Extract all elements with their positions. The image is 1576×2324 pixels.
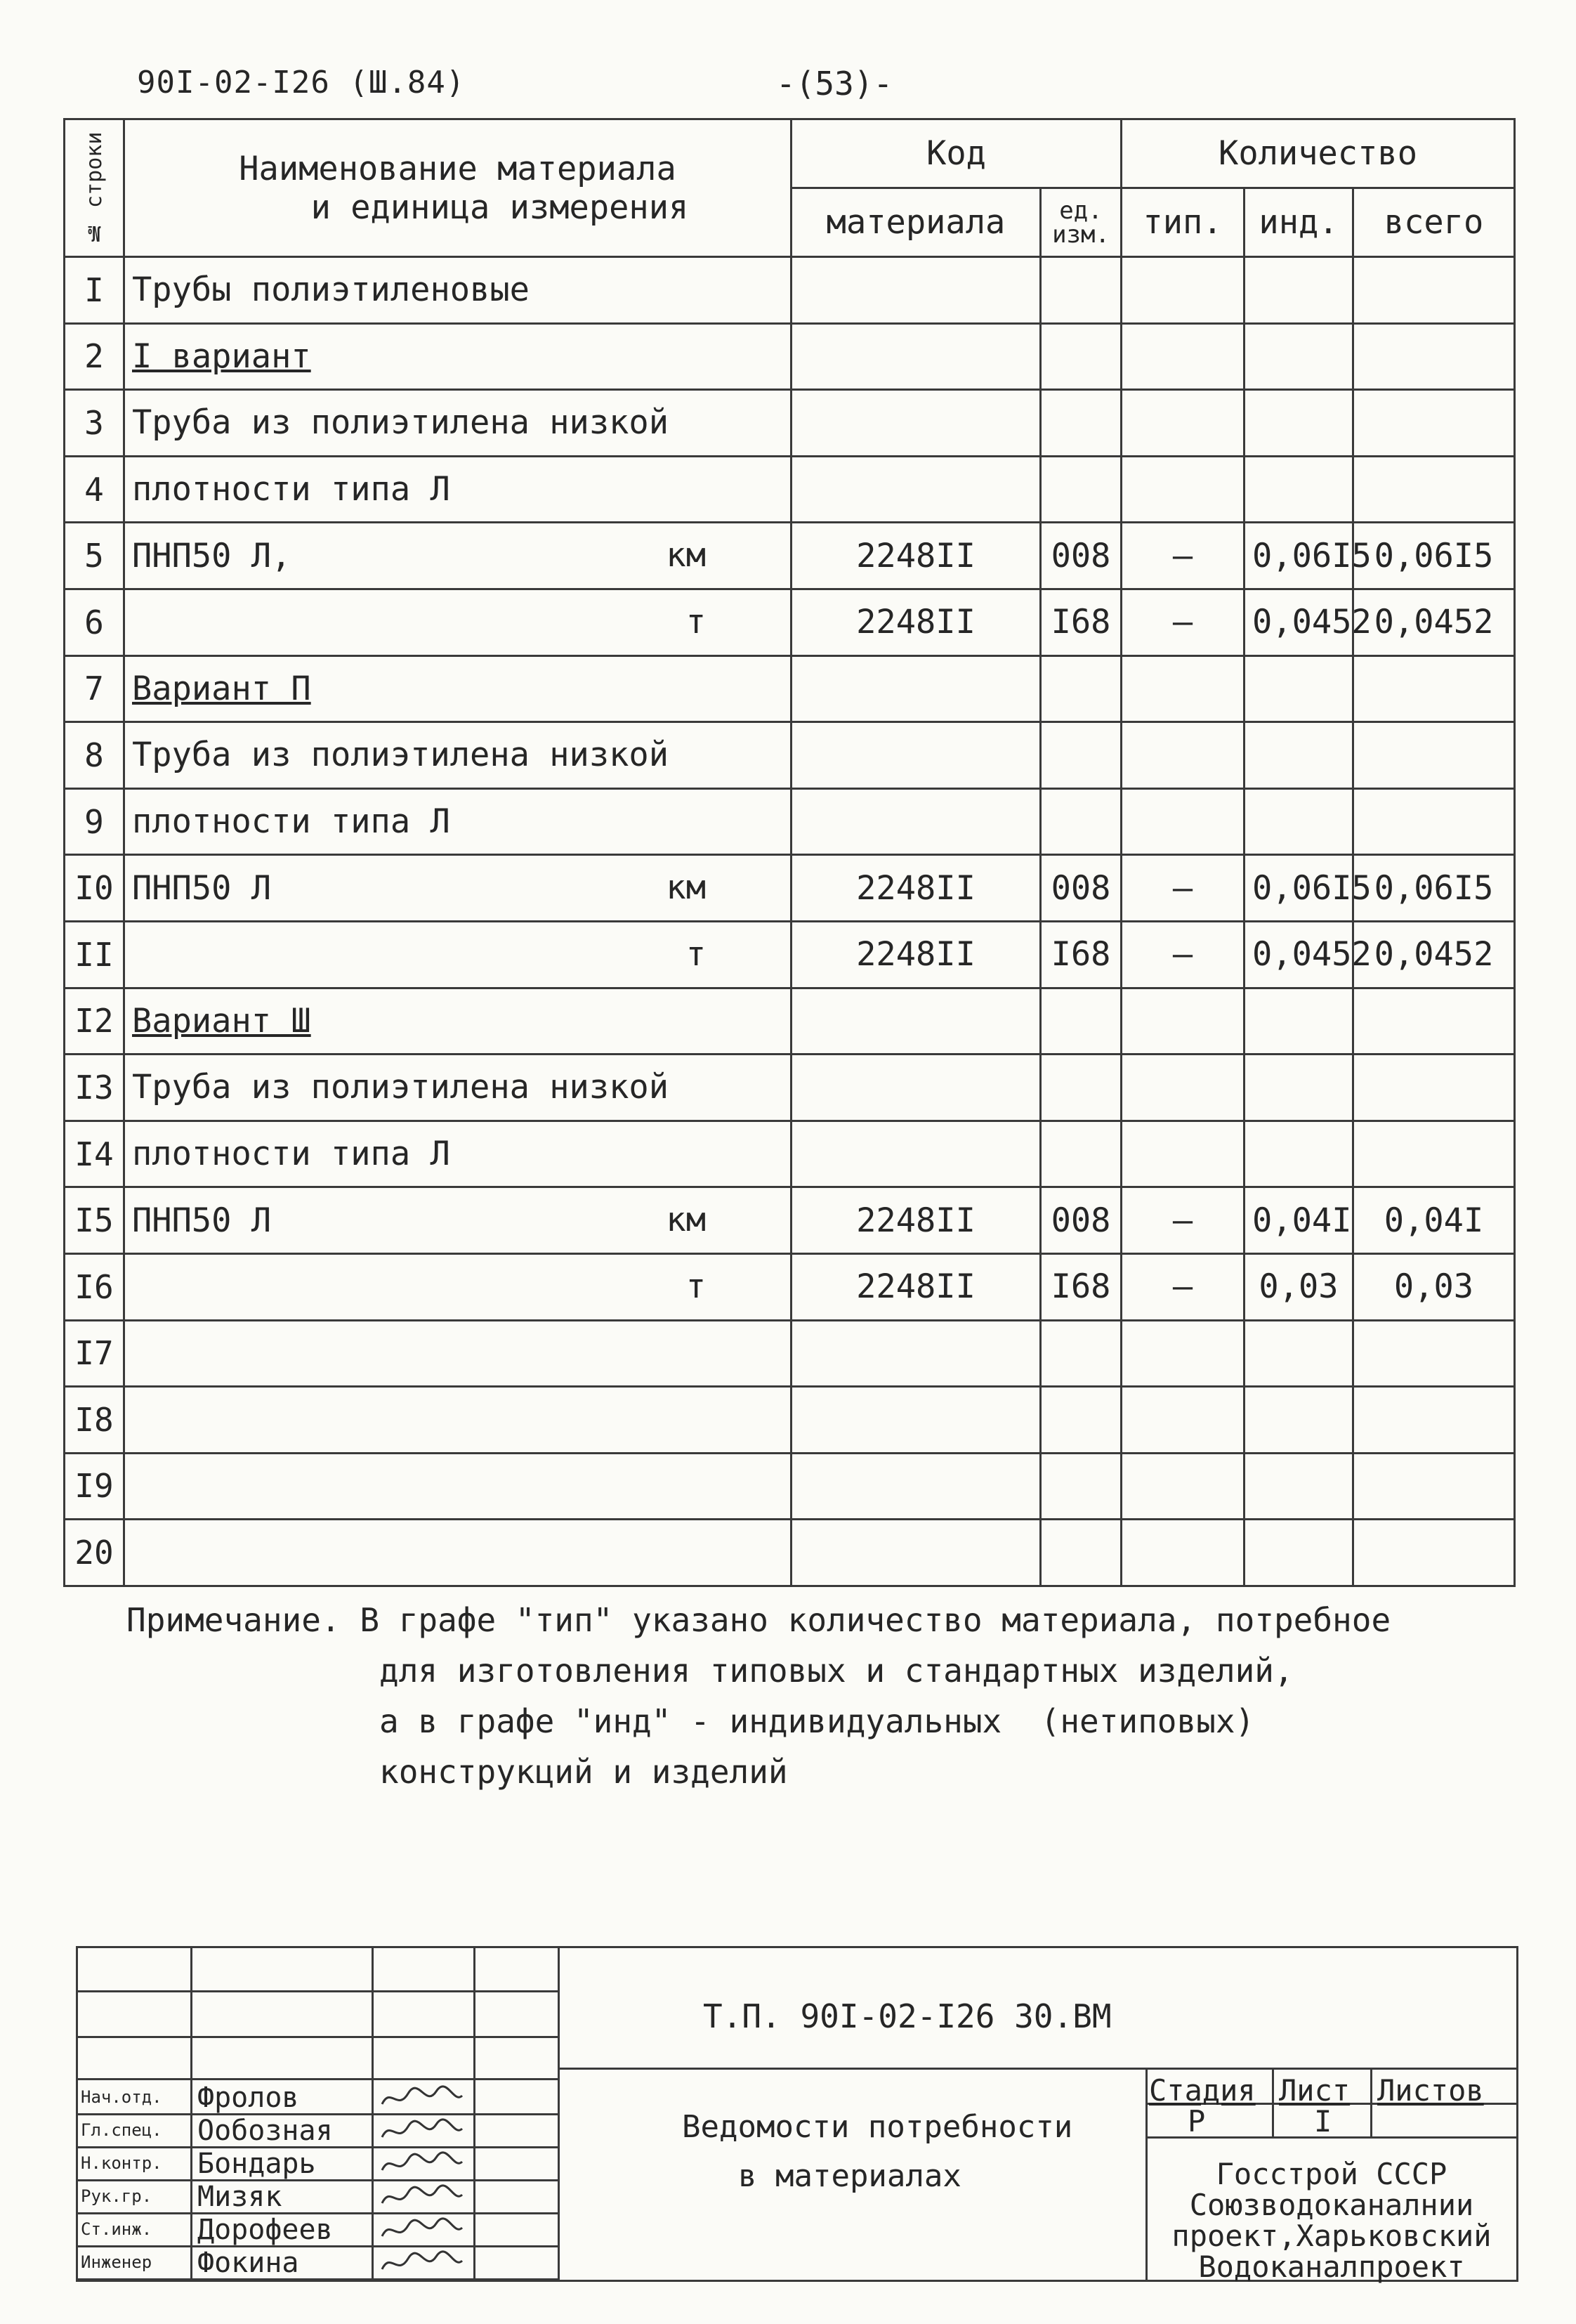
- row-unit: т: [685, 934, 706, 974]
- ind-qty: 0,0452: [1245, 589, 1353, 655]
- table-row: [65, 1187, 1515, 1254]
- signer-name: Дорофеев: [197, 2214, 333, 2246]
- material-code: [792, 1121, 1041, 1187]
- total-qty: [1353, 655, 1515, 722]
- material-code: 2248II: [792, 1253, 1041, 1320]
- unit-code: [1041, 1055, 1122, 1121]
- row-description: Трубы полиэтиленовые: [124, 257, 792, 324]
- row-number: I0: [65, 855, 124, 922]
- signature: [376, 2182, 468, 2212]
- unit-code: [1041, 456, 1122, 523]
- row-unit: т: [685, 602, 706, 641]
- material-code: [792, 257, 1041, 324]
- unit-code: [1041, 390, 1122, 457]
- signer-role: Гл.спец.: [81, 2120, 162, 2140]
- row-number: 4: [65, 456, 124, 523]
- row-number: 7: [65, 655, 124, 722]
- total-qty: [1353, 788, 1515, 855]
- table-row: [65, 257, 1515, 324]
- total-qty: [1353, 257, 1515, 324]
- material-code: [792, 1453, 1041, 1520]
- unit-code: 008: [1041, 855, 1122, 922]
- signer-role: Инженер: [81, 2252, 152, 2272]
- table-row: [65, 855, 1515, 922]
- row-description: [124, 1253, 792, 1320]
- row-description: плотности типа Л: [124, 788, 792, 855]
- row-number: I4: [65, 1121, 124, 1187]
- row-number: I: [65, 257, 124, 324]
- ind-qty: [1245, 1520, 1353, 1586]
- organization: Госстрой СССР Союзводоканалнии проект,Харьковский Водоканалпроект: [1171, 2157, 1492, 2284]
- row-description: плотности типа Л: [124, 1121, 792, 1187]
- tip-qty: –: [1122, 1253, 1245, 1320]
- table-row: [65, 1387, 1515, 1454]
- unit-code: [1041, 257, 1122, 324]
- row-unit: т: [685, 1267, 706, 1306]
- ind-qty: 0,0452: [1245, 921, 1353, 988]
- document-code-header: 90I-02-I26 (Ш.84): [137, 65, 466, 100]
- signature: [376, 2083, 468, 2113]
- table-row: [65, 1520, 1515, 1586]
- document-title: Ведомости потребности в материалах: [682, 2109, 1073, 2194]
- total-qty: [1353, 1453, 1515, 1520]
- signer-role: Н.контр.: [81, 2153, 162, 2173]
- tip-qty: –: [1122, 855, 1245, 922]
- material-code: 2248II: [792, 921, 1041, 988]
- material-code: [792, 1520, 1041, 1586]
- material-code: [792, 323, 1041, 390]
- tip-qty: –: [1122, 589, 1245, 655]
- row-description: I вариант: [124, 323, 792, 390]
- table-row: [65, 788, 1515, 855]
- table-row: [65, 722, 1515, 789]
- total-qty: 0,06I5: [1353, 523, 1515, 589]
- tip-qty: [1122, 1121, 1245, 1187]
- ind-subheader: инд.: [1245, 188, 1353, 257]
- quantity-header: Количество: [1122, 119, 1515, 188]
- unit-code: [1041, 323, 1122, 390]
- total-qty: 0,0452: [1353, 921, 1515, 988]
- row-number: I2: [65, 988, 124, 1055]
- row-number: I8: [65, 1387, 124, 1454]
- unit-code: 008: [1041, 523, 1122, 589]
- ind-qty: [1245, 722, 1353, 789]
- note-line-4: конструкций и изделий: [379, 1753, 788, 1791]
- row-description: [124, 1453, 792, 1520]
- total-qty: [1353, 722, 1515, 789]
- signer-name: Фролов: [197, 2082, 299, 2114]
- ind-qty: [1245, 1453, 1353, 1520]
- table-row: [65, 655, 1515, 722]
- ind-qty: [1245, 788, 1353, 855]
- sheets-header: Листов: [1377, 2073, 1484, 2108]
- row-description: ПНП50 Л км: [124, 1187, 792, 1254]
- row-description: Вариант Ш: [124, 988, 792, 1055]
- table-row: [65, 1453, 1515, 1520]
- ind-qty: 0,06I5: [1245, 855, 1353, 922]
- code-header: Код: [792, 119, 1122, 188]
- row-description: [124, 1520, 792, 1586]
- tip-qty: [1122, 1453, 1245, 1520]
- signature: [376, 2116, 468, 2146]
- tip-qty: [1122, 655, 1245, 722]
- row-description: Труба из полиэтилена низкой: [124, 722, 792, 789]
- ind-qty: [1245, 323, 1353, 390]
- material-code: 2248II: [792, 855, 1041, 922]
- row-number: I5: [65, 1187, 124, 1254]
- unit-code: [1041, 788, 1122, 855]
- row-description: плотности типа Л: [124, 456, 792, 523]
- title-block: [76, 1946, 1518, 2282]
- row-number: I6: [65, 1253, 124, 1320]
- total-qty: [1353, 456, 1515, 523]
- row-number: I9: [65, 1453, 124, 1520]
- ind-qty: [1245, 390, 1353, 457]
- row-unit: км: [666, 536, 706, 575]
- row-unit: км: [666, 1201, 706, 1240]
- signer-role: Ст.инж.: [81, 2219, 152, 2239]
- note-line-1: В графе "тип" указано количество материала, потребное: [360, 1601, 1391, 1639]
- row-number-header: № строки: [65, 119, 124, 257]
- signer-name: Бондарь: [197, 2148, 316, 2180]
- row-description: Труба из полиэтилена низкой: [124, 1055, 792, 1121]
- material-code-subheader: материала: [792, 188, 1041, 257]
- row-number: I3: [65, 1055, 124, 1121]
- tip-qty: [1122, 788, 1245, 855]
- row-description: Вариант П: [124, 655, 792, 722]
- row-number: 3: [65, 390, 124, 457]
- signer-role: Нач.отд.: [81, 2087, 162, 2107]
- row-description: ПНП50 Л км: [124, 855, 792, 922]
- row-description: [124, 1320, 792, 1387]
- table-row: [65, 1320, 1515, 1387]
- tip-qty: –: [1122, 921, 1245, 988]
- signature: [376, 2149, 468, 2179]
- total-qty: 0,03: [1353, 1253, 1515, 1320]
- tip-qty: [1122, 456, 1245, 523]
- table-row: [65, 589, 1515, 655]
- tip-qty: [1122, 1520, 1245, 1586]
- material-code: [792, 456, 1041, 523]
- table-row: [65, 323, 1515, 390]
- row-number: II: [65, 921, 124, 988]
- material-code: [792, 390, 1041, 457]
- row-number: 6: [65, 589, 124, 655]
- ind-qty: [1245, 988, 1353, 1055]
- row-number: 8: [65, 722, 124, 789]
- row-description: [124, 1387, 792, 1454]
- tip-qty: –: [1122, 1187, 1245, 1254]
- tip-qty: [1122, 323, 1245, 390]
- total-qty: [1353, 1055, 1515, 1121]
- unit-code: [1041, 1520, 1122, 1586]
- signature: [376, 2215, 468, 2245]
- row-number: 20: [65, 1520, 124, 1586]
- table-row: [65, 390, 1515, 457]
- table-row: [65, 1121, 1515, 1187]
- signature: [376, 2248, 468, 2278]
- row-number: I7: [65, 1320, 124, 1387]
- material-code: [792, 988, 1041, 1055]
- ind-qty: [1245, 257, 1353, 324]
- total-qty: [1353, 1320, 1515, 1387]
- materials-table: [63, 118, 1516, 1587]
- material-code: 2248II: [792, 589, 1041, 655]
- stage-value: Р: [1188, 2104, 1206, 2139]
- material-code: 2248II: [792, 1187, 1041, 1254]
- row-number: 9: [65, 788, 124, 855]
- row-description: [124, 589, 792, 655]
- row-unit: км: [666, 868, 706, 908]
- total-subheader: всего: [1353, 188, 1515, 257]
- tip-subheader: тип.: [1122, 188, 1245, 257]
- tip-qty: [1122, 1320, 1245, 1387]
- unit-code: [1041, 1320, 1122, 1387]
- note-line-2: для изготовления типовых и стандартных изделий,: [379, 1652, 1294, 1690]
- row-description: [124, 921, 792, 988]
- unit-code: I68: [1041, 589, 1122, 655]
- table-row: [65, 523, 1515, 589]
- page-number: -(53)-: [776, 65, 893, 103]
- material-code: [792, 1387, 1041, 1454]
- row-description: ПНП50 Л, км: [124, 523, 792, 589]
- unit-code-subheader: ед. изм.: [1041, 188, 1122, 257]
- unit-code: I68: [1041, 1253, 1122, 1320]
- signer-role: Рук.гр.: [81, 2186, 152, 2206]
- material-code: [792, 722, 1041, 789]
- total-qty: 0,04I: [1353, 1187, 1515, 1254]
- tip-qty: –: [1122, 523, 1245, 589]
- signer-name: Фокина: [197, 2247, 299, 2279]
- row-number: 5: [65, 523, 124, 589]
- total-qty: [1353, 1387, 1515, 1454]
- total-qty: [1353, 988, 1515, 1055]
- ind-qty: [1245, 1320, 1353, 1387]
- ind-qty: [1245, 1387, 1353, 1454]
- unit-code: [1041, 655, 1122, 722]
- material-code: 2248II: [792, 523, 1041, 589]
- total-qty: [1353, 323, 1515, 390]
- tip-qty: [1122, 257, 1245, 324]
- ind-qty: [1245, 456, 1353, 523]
- sheet-header: Лист: [1279, 2073, 1351, 2108]
- material-code: [792, 655, 1041, 722]
- doc-code: Т.П. 90I-02-I26 30.ВМ: [703, 1997, 1112, 2035]
- unit-code: 008: [1041, 1187, 1122, 1254]
- total-qty: [1353, 390, 1515, 457]
- name-header: Наименование материала и единица измерения: [124, 119, 792, 257]
- unit-code: I68: [1041, 921, 1122, 988]
- table-row: [65, 921, 1515, 988]
- note-label: Примечание.: [126, 1601, 341, 1639]
- total-qty: [1353, 1121, 1515, 1187]
- note: [126, 1595, 1391, 1797]
- tip-qty: [1122, 988, 1245, 1055]
- ind-qty: [1245, 655, 1353, 722]
- unit-code: [1041, 1453, 1122, 1520]
- ind-qty: [1245, 1121, 1353, 1187]
- ind-qty: [1245, 1055, 1353, 1121]
- tip-qty: [1122, 1055, 1245, 1121]
- material-code: [792, 1055, 1041, 1121]
- table-row: [65, 1253, 1515, 1320]
- unit-code: [1041, 722, 1122, 789]
- row-description: Труба из полиэтилена низкой: [124, 390, 792, 457]
- row-number: 2: [65, 323, 124, 390]
- signer-name: Мизяк: [197, 2181, 282, 2213]
- signer-name: Ообозная: [197, 2115, 333, 2147]
- table-row: [65, 1055, 1515, 1121]
- unit-code: [1041, 1121, 1122, 1187]
- ind-qty: 0,04I: [1245, 1187, 1353, 1254]
- unit-code: [1041, 988, 1122, 1055]
- table-row: [65, 456, 1515, 523]
- stage-header: Стадия: [1149, 2073, 1256, 2108]
- ind-qty: 0,03: [1245, 1253, 1353, 1320]
- table-row: [65, 988, 1515, 1055]
- total-qty: [1353, 1520, 1515, 1586]
- tip-qty: [1122, 390, 1245, 457]
- tip-qty: [1122, 722, 1245, 789]
- material-code: [792, 1320, 1041, 1387]
- tip-qty: [1122, 1387, 1245, 1454]
- ind-qty: 0,06I5: [1245, 523, 1353, 589]
- material-code: [792, 788, 1041, 855]
- unit-code: [1041, 1387, 1122, 1454]
- total-qty: 0,0452: [1353, 589, 1515, 655]
- sheet-value: I: [1314, 2104, 1332, 2139]
- total-qty: 0,06I5: [1353, 855, 1515, 922]
- note-line-3: а в графе "инд" - индивидуальных (нетиповых): [379, 1702, 1255, 1740]
